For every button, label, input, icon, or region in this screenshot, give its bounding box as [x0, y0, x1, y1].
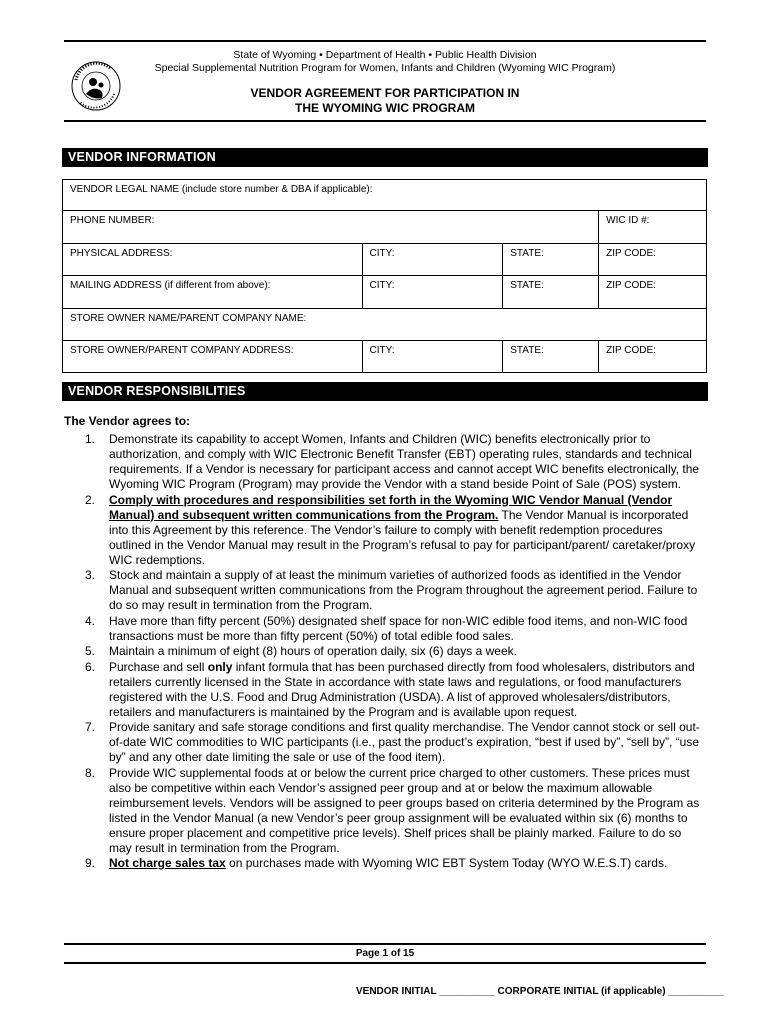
owner-zip-label: ZIP CODE: — [606, 345, 656, 356]
list-item — [64, 660, 704, 720]
phone-label: PHONE NUMBER: — [70, 215, 155, 226]
list-item — [64, 856, 704, 871]
list-item — [64, 432, 704, 492]
vendor-information-heading: VENDOR INFORMATION — [62, 148, 708, 167]
item-number: 3. — [85, 568, 96, 582]
page-number: Page 1 of 15 — [355, 948, 415, 959]
item-number: 5. — [85, 644, 96, 658]
list-item — [64, 720, 704, 765]
owner-city-field[interactable] — [362, 341, 503, 373]
item-number: 4. — [85, 613, 96, 628]
item-text: on purchases made with Wyoming WIC EBT System Today (WYO W.E.S.T) cards. — [225, 856, 668, 870]
item-lead: Comply with procedures and responsibilities set forth in the Wyoming WIC Vendor Manual (Vendor Manual) and subsequent written communications from the Program. — [109, 492, 673, 522]
owner-city-label: CITY: — [369, 345, 395, 356]
mailing-address-field[interactable] — [63, 276, 363, 309]
mailing-state-field[interactable] — [503, 276, 599, 309]
mailing-zip-label: ZIP CODE: — [606, 280, 656, 291]
item-text: Demonstrate its capability to accept Women, Infants and Children (WIC) benefits electronically prior to authorization, and comply with WIC Electronic Benefit Transfer (EBT) operating rules, standards and technical requirements. If a Vendor is necessary for participant access and cannot accept WIC benefits electronically, the Wyoming WIC Program (Program) may provide the Vendor with a stand beside Point of Sale (POS) system. — [109, 432, 700, 491]
mailing-city-field[interactable] — [362, 276, 503, 309]
item-text: Maintain a minimum of eight (8) hours of operation daily, six (6) days a week. — [109, 644, 517, 658]
item-lead: Not charge sales tax — [109, 856, 226, 870]
phone-field[interactable] — [63, 211, 599, 244]
list-item — [64, 644, 704, 659]
item-text: Have more than fifty percent (50%) designated shelf space for non-WIC edible food items, and non-WIC food transactions must be more than fifty percent (50%) of total edible food sales. — [109, 613, 688, 643]
physical-city-field[interactable] — [362, 244, 503, 276]
item-number: 1. — [85, 432, 96, 446]
physical-city-label: CITY: — [369, 248, 395, 259]
item-text: Provide WIC supplemental foods at or below the current price charged to other customers. These prices must also be competitive within each Vendor’s assigned peer group and at or below the maximum allowable reimbursement levels. Vendors will be assigned to peer groups based on criteria determined by the Program as listed in the Vendor Manual (a new Vendor’s peer group assignment will be evaluated within six (6) months to ensure proper placement and competitive price levels). Shelf prices shall be plainly marked. Failure to do so may result in termination from the Program. — [109, 765, 700, 855]
top-rule — [64, 40, 706, 42]
legal-name-field[interactable] — [63, 180, 707, 211]
list-item — [64, 614, 704, 644]
physical-state-label: STATE: — [510, 248, 544, 259]
item-text: The Vendor Manual is incorporated into this Agreement by this reference. The Vendor’s failure to comply with benefit redemption procedures outlined in the Vendor Manual may result in the Program’s refusal to pay for participant/parent/ caretaker/proxy WIC redemptions. — [109, 507, 696, 567]
list-item — [64, 568, 704, 613]
agreement-intro: The Vendor agrees to: — [64, 414, 191, 428]
owner-address-label: STORE OWNER/PARENT COMPANY ADDRESS: — [70, 345, 294, 356]
header-line-2: Special Supplemental Nutrition Program for Women, Infants and Children (Wyoming WIC Program) — [154, 62, 616, 74]
mailing-city-label: CITY: — [369, 280, 395, 291]
vendor-information-table — [62, 179, 707, 373]
mailing-address-label: MAILING ADDRESS (if different from above): — [70, 280, 271, 291]
owner-name-field[interactable] — [63, 309, 707, 341]
wic-id-label: WIC ID #: — [606, 215, 650, 226]
vendor-responsibilities-heading: VENDOR RESPONSIBILITIES — [62, 382, 708, 401]
wic-id-field[interactable] — [599, 211, 707, 244]
physical-address-label: PHYSICAL ADDRESS: — [70, 248, 173, 259]
physical-zip-label: ZIP CODE: — [606, 248, 656, 259]
legal-name-label: VENDOR LEGAL NAME (include store number & DBA if applicable): — [70, 184, 373, 195]
item-number: 2. — [85, 492, 96, 507]
list-item — [64, 766, 704, 856]
page-title-line-1: VENDOR AGREEMENT FOR PARTICIPATION IN — [250, 86, 520, 100]
list-item — [64, 493, 704, 568]
footer-bottom-rule — [64, 962, 706, 964]
item-pre: Purchase and sell — [109, 659, 208, 674]
item-text: Stock and maintain a supply of at least the minimum varieties of authorized foods as identified in the Vendor Manual and subsequent written communications from the Program throughout the agreement period. Failure to do so may result in termination from the Program. — [109, 568, 698, 612]
physical-zip-field[interactable] — [599, 244, 707, 276]
item-number: 6. — [85, 659, 96, 674]
item-number: 7. — [85, 720, 96, 734]
owner-zip-field[interactable] — [599, 341, 707, 373]
header-bottom-rule — [64, 120, 706, 122]
owner-address-field[interactable] — [63, 341, 363, 373]
owner-state-field[interactable] — [503, 341, 599, 373]
physical-state-field[interactable] — [503, 244, 599, 276]
owner-state-label: STATE: — [510, 345, 544, 356]
initials-line: VENDOR INITIAL __________ CORPORATE INITIAL (if applicable) __________ — [356, 986, 724, 997]
item-number: 9. — [85, 856, 96, 870]
responsibilities-list — [64, 432, 704, 872]
owner-name-label: STORE OWNER NAME/PARENT COMPANY NAME: — [70, 313, 307, 324]
item-text: Provide sanitary and safe storage conditions and first quality merchandise. The Vendor cannot stock or sell out-of-date WIC commodities to WIC participants (i.e., past the product’s expiration, “best if used by”, “sell by”, “use by” and any other date limiting the sale or use of the food item). — [109, 720, 700, 764]
mailing-zip-field[interactable] — [599, 276, 707, 309]
item-bold: only — [207, 659, 233, 674]
footer-top-rule — [64, 943, 706, 945]
mailing-state-label: STATE: — [510, 280, 544, 291]
header-line-1: State of Wyoming • Department of Health • Public Health Division — [233, 49, 537, 61]
item-number: 8. — [85, 765, 96, 780]
page-title-line-2: THE WYOMING WIC PROGRAM — [295, 101, 475, 115]
physical-address-field[interactable] — [63, 244, 363, 276]
item-text: infant formula that has been purchased directly from food wholesalers, distributors and retailers currently licensed in the State in accordance with state laws and regulations, or food manufacturers registered with the U.S. Food and Drug Administration (USDA). A list of approved wholesalers/distributors, retailers and manufacturers is maintained by the Program and is available upon request. — [109, 659, 695, 719]
